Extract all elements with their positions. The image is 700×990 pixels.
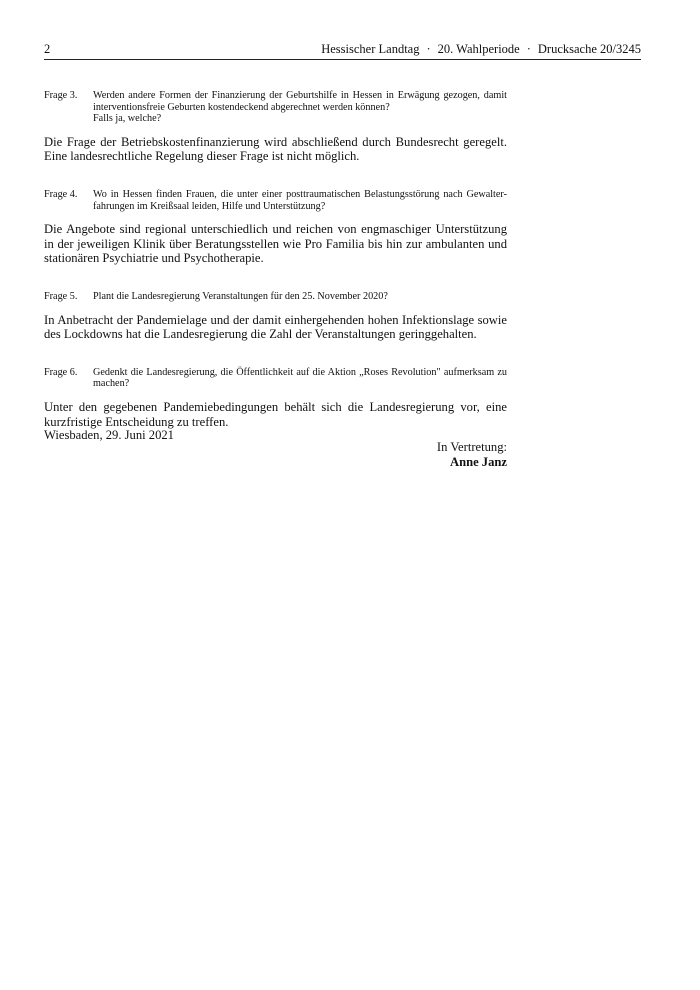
question-label: Frage 4. [44,188,78,200]
question [44,90,507,125]
question-block [44,90,507,164]
question-line: Falls ja, welche? [93,113,162,125]
question-line: Plant die Landesregierung Veranstaltungen für den 25. November 2020? [93,290,388,302]
header-separator: · [426,42,431,56]
document-reference: Drucksache 20/3245 [537,42,641,56]
signature-role: In Vertretung: [436,440,507,454]
legislative-period: 20. Wahlperiode [437,42,520,56]
place-date: Wiesbaden, 29. Juni 2021 [44,428,174,442]
answer-text: In Anbetracht der Pandemielage und der damit einhergehenden hohen Infektionslage sowie des Lockdowns hat die Landesregierung die Zahl der Veranstaltungen geringgehalten. [44,312,507,342]
question-text [93,90,507,125]
question-label: Frage 5. [44,290,78,302]
question-text [93,291,507,303]
question-block [44,291,507,342]
answer-text: Die Frage der Betriebskostenfinanzierung wird abschließend durch Bundesrecht geregelt. Eine landesrechtliche Regelung dieser Frage ist nicht möglich. [44,134,507,164]
main-content [44,90,507,454]
answer-text: Unter den gegebenen Pandemiebedingungen behält sich die Landesregierung vor, eine kurzfristige Entscheidung zu treffen. [44,399,507,429]
question-line: Gedenkt die Landesregierung, die Öffentlichkeit auf die Aktion „Roses Revolution" aufmerksam zu machen? [93,366,507,390]
question-line: Werden andere Formen der Finanzierung der Geburtshilfe in Hessen in Erwägung gezogen, damit interventionsfreie Geburten kostendeckend abgerechnet werden können? [93,90,507,113]
page-header [44,42,641,60]
signature-block [437,440,507,469]
question [44,291,507,303]
running-header [321,42,641,57]
page-number: 2 [44,42,51,56]
question-line: Wo in Hessen finden Frauen, die unter einer posttraumatischen Belastungsstörung nach Gewalter-fahrungen im Kreißsaal leiden, Hilfe und Unterstützung? [93,188,507,212]
answer-text: Die Angebote sind regional unterschiedlich und reichen von engmaschiger Unterstützung in der jeweiligen Klinik über Beratungsstellen wie Pro Familia bis hin zur ambulanten und stationären Psychiatrie und Psychotherapie. [44,222,507,266]
parliament-name: Hessischer Landtag [321,42,420,56]
question-block [44,189,507,266]
question-text [93,367,507,390]
question-label: Frage 6. [44,366,78,378]
question-block [44,367,507,429]
question-text [93,189,507,212]
question-label: Frage 3. [44,90,78,101]
question [44,367,507,390]
header-separator: · [526,42,531,56]
signatory-name: Anne Janz [449,454,507,469]
question [44,189,507,212]
